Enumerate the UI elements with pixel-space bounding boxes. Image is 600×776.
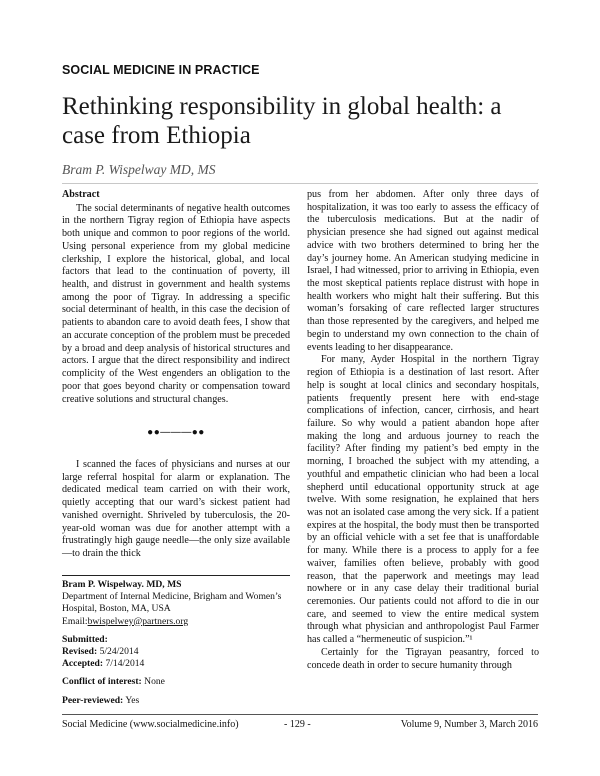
conflict-label: Conflict of interest: [62,676,142,688]
footer-volume: Volume 9, Number 3, March 2016 [400,719,538,730]
right-column [307,189,539,672]
revised-label: Revised: [62,646,98,658]
body-paragraph: pus from her abdomen. After only three days of hospitalization, it was too early to assess the efficacy of the tuberculosis medications. But at the nadir of physician presence she had signed out against medical advice with two brothers determined to bring her the day’s journey home. An American studying medicine in Israel, I had witnessed, prior to arriving in Ethiopia, even the most skeptical patients replace distrust with hope in health workers who might halt their suffering. But this woman’s forsaking of care reflected larger structures than those represented by the caregivers, and helped me begin to understand my own connection to the chain of events leading to her disappearance. [307,189,539,353]
abstract-heading: Abstract [62,189,100,200]
conflict-line [62,676,290,688]
submitted-label: Submitted: [62,633,108,645]
accepted-label: Accepted: [62,658,104,670]
footer-page-number: - 129 - [284,719,311,730]
accepted-date: 7/14/2014 [105,658,145,670]
left-column [62,189,290,561]
author-email-line [62,616,290,628]
author-name: Bram P. Wispelway. MD, MS [62,579,182,590]
author-info-box [62,575,290,707]
body-paragraph: Certainly for the Tigrayan peasantry, forced to concede death in order to secure humanity through [307,646,539,671]
article-title: Rethinking responsibility in global health: a case from Ethiopia [62,93,502,149]
body-paragraph: For many, Ayder Hospital in the northern Tigray region of Ethiopia is a destination of last resort. After help is sought at local clinics and secondary hospitals, patients frequently present here with end-stage complications of infection, cancer, cirrhosis, and heart failure. So why would a patient abandon hope after making the long and arduous journey to reach the facility? After finding my patient’s bed empty in the morning, I broached the subject with my attending, a youthful and empathetic clinician who had been a local shepherd until educational opportunity struck at age twelve. With some resignation, he explained that hers was not an isolated case among the very sick. If a patient expires at the hospital, the body must then be transported by an official vehicle with a set fee that is unaffordable for many. While there is a process to apply for a fee waiver, families often believe, probably with good reason, that the paperwork and meetings may lead nowhere or in any case delay their traditional burial ceremonies. Our patients could not afford to die in our care, and seemed to view the entire medical system through what physician and anthropologist Paul Farmer has called a “hermeneutic of suspicion.”¹ [307,354,539,646]
abstract-text: The social determinants of negative health outcomes in the northern Tigray region of Ethiopia have aspects both unique and common to poor regions of the world. Using personal experience from my global medicine clerkship, I explore the historical, global, and local factors that lead to the continuation of poverty, ill health, and distrust in government and health systems among the poor of Tigray. In addressing a specific social determinant of health, in this case the decision of patients to abandon care to avoid death fees, I show that an accurate conception of the problem must be preceded by a broad and deep analysis of historical structures and actors. I argue that the direct responsibility and indirect complicity of the West engenders an obligation to the poor that goes beyond charity or compensation toward creative solutions and structural changes. [62,202,290,405]
author-affiliation: Department of Internal Medicine, Brigham and Women’s Hospital, Boston, MA, USA [62,591,282,615]
author-byline: Bram P. Wispelway MD, MS [62,162,216,177]
email-link[interactable]: bwispelwey@partners.org [87,615,189,627]
footer-journal-url[interactable]: www.socialmedicine.info [133,719,236,730]
peer-line [62,695,290,707]
footer-journal-close: ) [235,719,239,730]
peer-value: Yes [125,694,140,706]
page-footer [62,714,538,732]
accepted-line [62,658,290,670]
conflict-value: None [144,676,165,688]
peer-label: Peer-reviewed: [62,694,124,706]
title-divider [62,183,538,184]
revised-line [62,646,290,658]
revised-date: 5/24/2014 [99,646,139,658]
footer-journal [62,719,239,730]
body-paragraph: I scanned the faces of physicians and nurses at our large referral hospital for alarm or explanation. The dedicated medical team carried on with their work, quietly accepting that our ward’s sickest patient had vanished overnight. Shriveled by tuberculosis, the 20-year-old woman was due for another attempt with a frustratingly high gauge needle—the only size available—to drain the thick [62,458,290,559]
email-label: Email: [62,615,88,627]
section-label: SOCIAL MEDICINE IN PRACTICE [62,63,260,77]
footer-journal-name: Social Medicine ( [62,719,134,730]
section-divider: ●●―――●● [147,427,205,439]
